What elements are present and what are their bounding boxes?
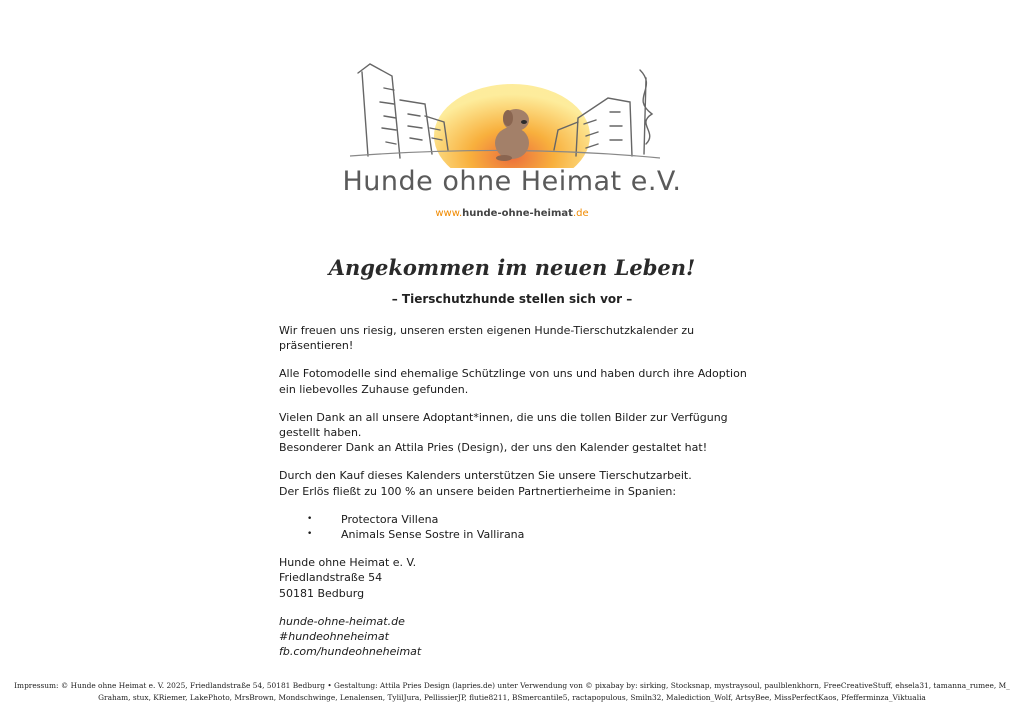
address-block: [279, 555, 749, 601]
footer-line-1: Impressum: © Hunde ohne Heimat e. V. 2025, Friedlandstraße 54, 50181 Bedburg • Gestaltung: Attila Pries Design (lapries.de) unter Verwendung von © pixabay by: sirking, Stocksnap, mystraysoul, paulblenkhorn, FreeCreativeStuff, ehsela31, tamanna_rumee, M_: [14, 681, 1010, 690]
address-street: Friedlandstraße 54: [279, 571, 383, 585]
links-block: [279, 614, 749, 660]
partner-list: [279, 512, 749, 542]
facebook-link[interactable]: fb.com/hundeohneheimat: [279, 645, 422, 659]
support-line-1: Durch den Kauf dieses Kalenders unterstützen Sie unsere Tierschutzarbeit.: [279, 469, 692, 483]
website-link[interactable]: hunde-ohne-heimat.de: [279, 614, 405, 628]
footer-line-2: Graham, stux, KRiemer, LakePhoto, MrsBrown, Mondschwinge, Lenalensen, TylilJura, PellissierJP, flutie8211, BSmercantile5, ractapopulous, Smiln32, Malediction_Wolf, ArtsyBee, MissPerfectKaos, Pfefferminza_Viktualia: [98, 693, 926, 702]
thanks-line-adopters: Vielen Dank an all unsere Adoptant*innen, die uns die tollen Bilder zur Verfügung gestellt haben.: [279, 410, 728, 440]
logo-title: Hunde ohne Heimat e.V.: [342, 166, 682, 197]
logo-url[interactable]: [0, 208, 1024, 219]
partner-item: • Animals Sense Sostre in Vallirana: [279, 527, 749, 542]
logo-url-prefix: www.: [435, 208, 463, 219]
logo-url-domain: hunde-ohne-heimat: [462, 208, 573, 219]
thanks-paragraph: [279, 410, 749, 456]
support-line-2: Der Erlös fließt zu 100 % an unsere beiden Partnertierheime in Spanien:: [279, 484, 677, 498]
partner-item: • Protectora Villena: [279, 512, 749, 527]
headline: Angekommen im neuen Leben!: [328, 255, 696, 280]
address-city: 50181 Bedburg: [279, 586, 365, 600]
address-name: Hunde ohne Heimat e. V.: [279, 556, 417, 570]
body-content: [279, 323, 749, 672]
subheadline: – Tierschutzhunde stellen sich vor –: [391, 292, 633, 306]
logo-url-tld: .de: [572, 208, 589, 219]
hashtag-text: #hundeohneheimat: [279, 630, 389, 644]
intro-paragraph: Wir freuen uns riesig, unseren ersten eigenen Hunde-Tierschutzkalender zu präsentieren!: [279, 324, 695, 353]
left-building-drawing: [358, 64, 448, 158]
thanks-line-designer: Besonderer Dank an Attila Pries (Design), der uns den Kalender gestaltet hat!: [279, 441, 708, 455]
support-paragraph: [279, 468, 749, 498]
models-paragraph: Alle Fotomodelle sind ehemalige Schützlinge von uns und haben durch ihre Adoption ein liebevolles Zuhause gefunden.: [279, 367, 747, 396]
logo-illustration: [340, 58, 684, 168]
footer-imprint: [10, 680, 1014, 704]
